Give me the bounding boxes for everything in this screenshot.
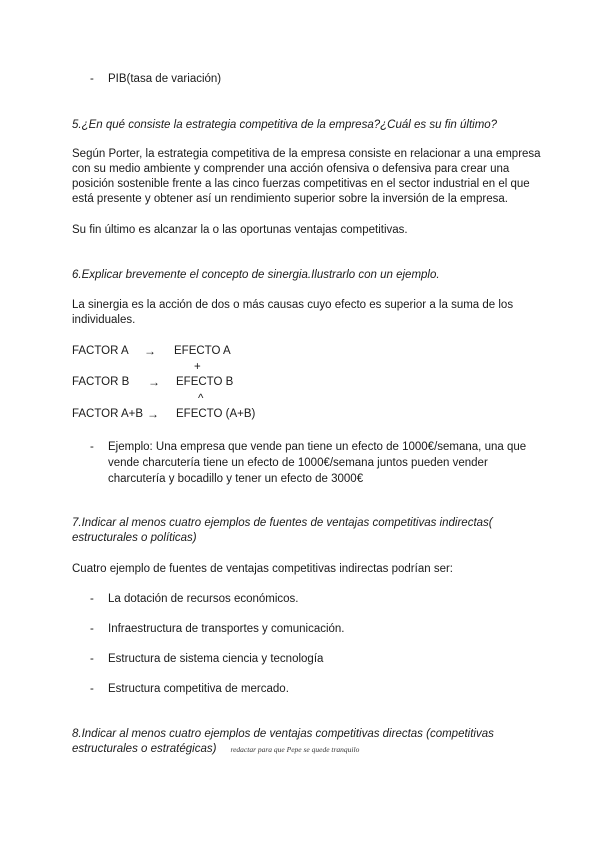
factor-label: FACTOR A	[72, 345, 129, 357]
bullet-dash: -	[90, 623, 94, 635]
bullet-text: PIB(tasa de variación)	[108, 73, 222, 85]
q5-answer-line: posición sostenible frente a las cinco fuerzas competitivas en el sector industrial en el que	[72, 178, 530, 190]
factor-label: FACTOR A+B	[72, 408, 144, 420]
example-line: Ejemplo: Una empresa que vende pan tiene un efecto de 1000€/semana, una que	[108, 441, 527, 453]
question-7: 7.Indicar al menos cuatro ejemplos de fuentes de ventajas competitivas indirectas(	[72, 517, 493, 529]
bullet-dash: -	[90, 441, 94, 453]
question-8-cont: estructurales o estratégicas)	[72, 743, 217, 755]
question-8-cont-row	[72, 742, 359, 757]
handwritten-note: redactar para que Pepe se quede tranquilo	[230, 745, 360, 754]
bullet-dash: -	[90, 683, 94, 695]
arrow-icon: →	[144, 344, 156, 358]
bullet-dash: -	[90, 653, 94, 665]
list-item: Estructura competitiva de mercado.	[108, 683, 289, 695]
q6-answer-line: individuales.	[72, 314, 136, 326]
effect-label: EFECTO (A+B)	[176, 408, 256, 420]
q7-intro: Cuatro ejemplo de fuentes de ventajas competitivas indirectas podrían ser:	[72, 563, 453, 575]
example-line: vende charcutería tiene un efecto de 1000€/semana juntos pueden vender	[108, 457, 488, 469]
example-line: charcutería y bocadillo y tener un efecto de 3000€	[108, 473, 364, 485]
arrow-icon: →	[148, 375, 160, 389]
q5-answer-line: con su medio ambiente y comprender una acción ofensiva o defensiva para crear una	[72, 163, 510, 175]
question-6: 6.Explicar brevemente el concepto de sinergia.Ilustrarlo con un ejemplo.	[72, 269, 440, 281]
q6-answer-line: La sinergia es la acción de dos o más causas cuyo efecto es superior a la suma de los	[72, 299, 514, 311]
list-item: Infraestructura de transportes y comunicación.	[108, 623, 345, 635]
question-5: 5.¿En qué consiste la estrategia competitiva de la empresa?¿Cuál es su fin último?	[72, 119, 498, 131]
q5-answer-line: Según Porter, la estrategia competitiva de la empresa consiste en relacionar a una empresa	[72, 148, 541, 160]
arrow-icon: →	[147, 407, 159, 421]
effect-label: EFECTO B	[176, 376, 234, 388]
bullet-dash: -	[90, 73, 94, 85]
effect-label: EFECTO A	[174, 345, 231, 357]
q5-fin-ultimo: Su fin último es alcanzar la o las oportunas ventajas competitivas.	[72, 224, 408, 236]
list-item: La dotación de recursos económicos.	[108, 593, 299, 605]
caret-sign: ^	[198, 393, 204, 405]
question-8: 8.Indicar al menos cuatro ejemplos de ventajas competitivas directas (competitivas	[72, 728, 494, 740]
list-item: Estructura de sistema ciencia y tecnología	[108, 653, 324, 665]
plus-sign: +	[194, 361, 201, 373]
factor-label: FACTOR B	[72, 376, 130, 388]
bullet-dash: -	[90, 593, 94, 605]
q5-answer-line: está presente y obtener así un rendimiento superior sobre la inversión de la empresa.	[72, 193, 508, 205]
question-7-cont: estructurales o políticas)	[72, 532, 197, 544]
